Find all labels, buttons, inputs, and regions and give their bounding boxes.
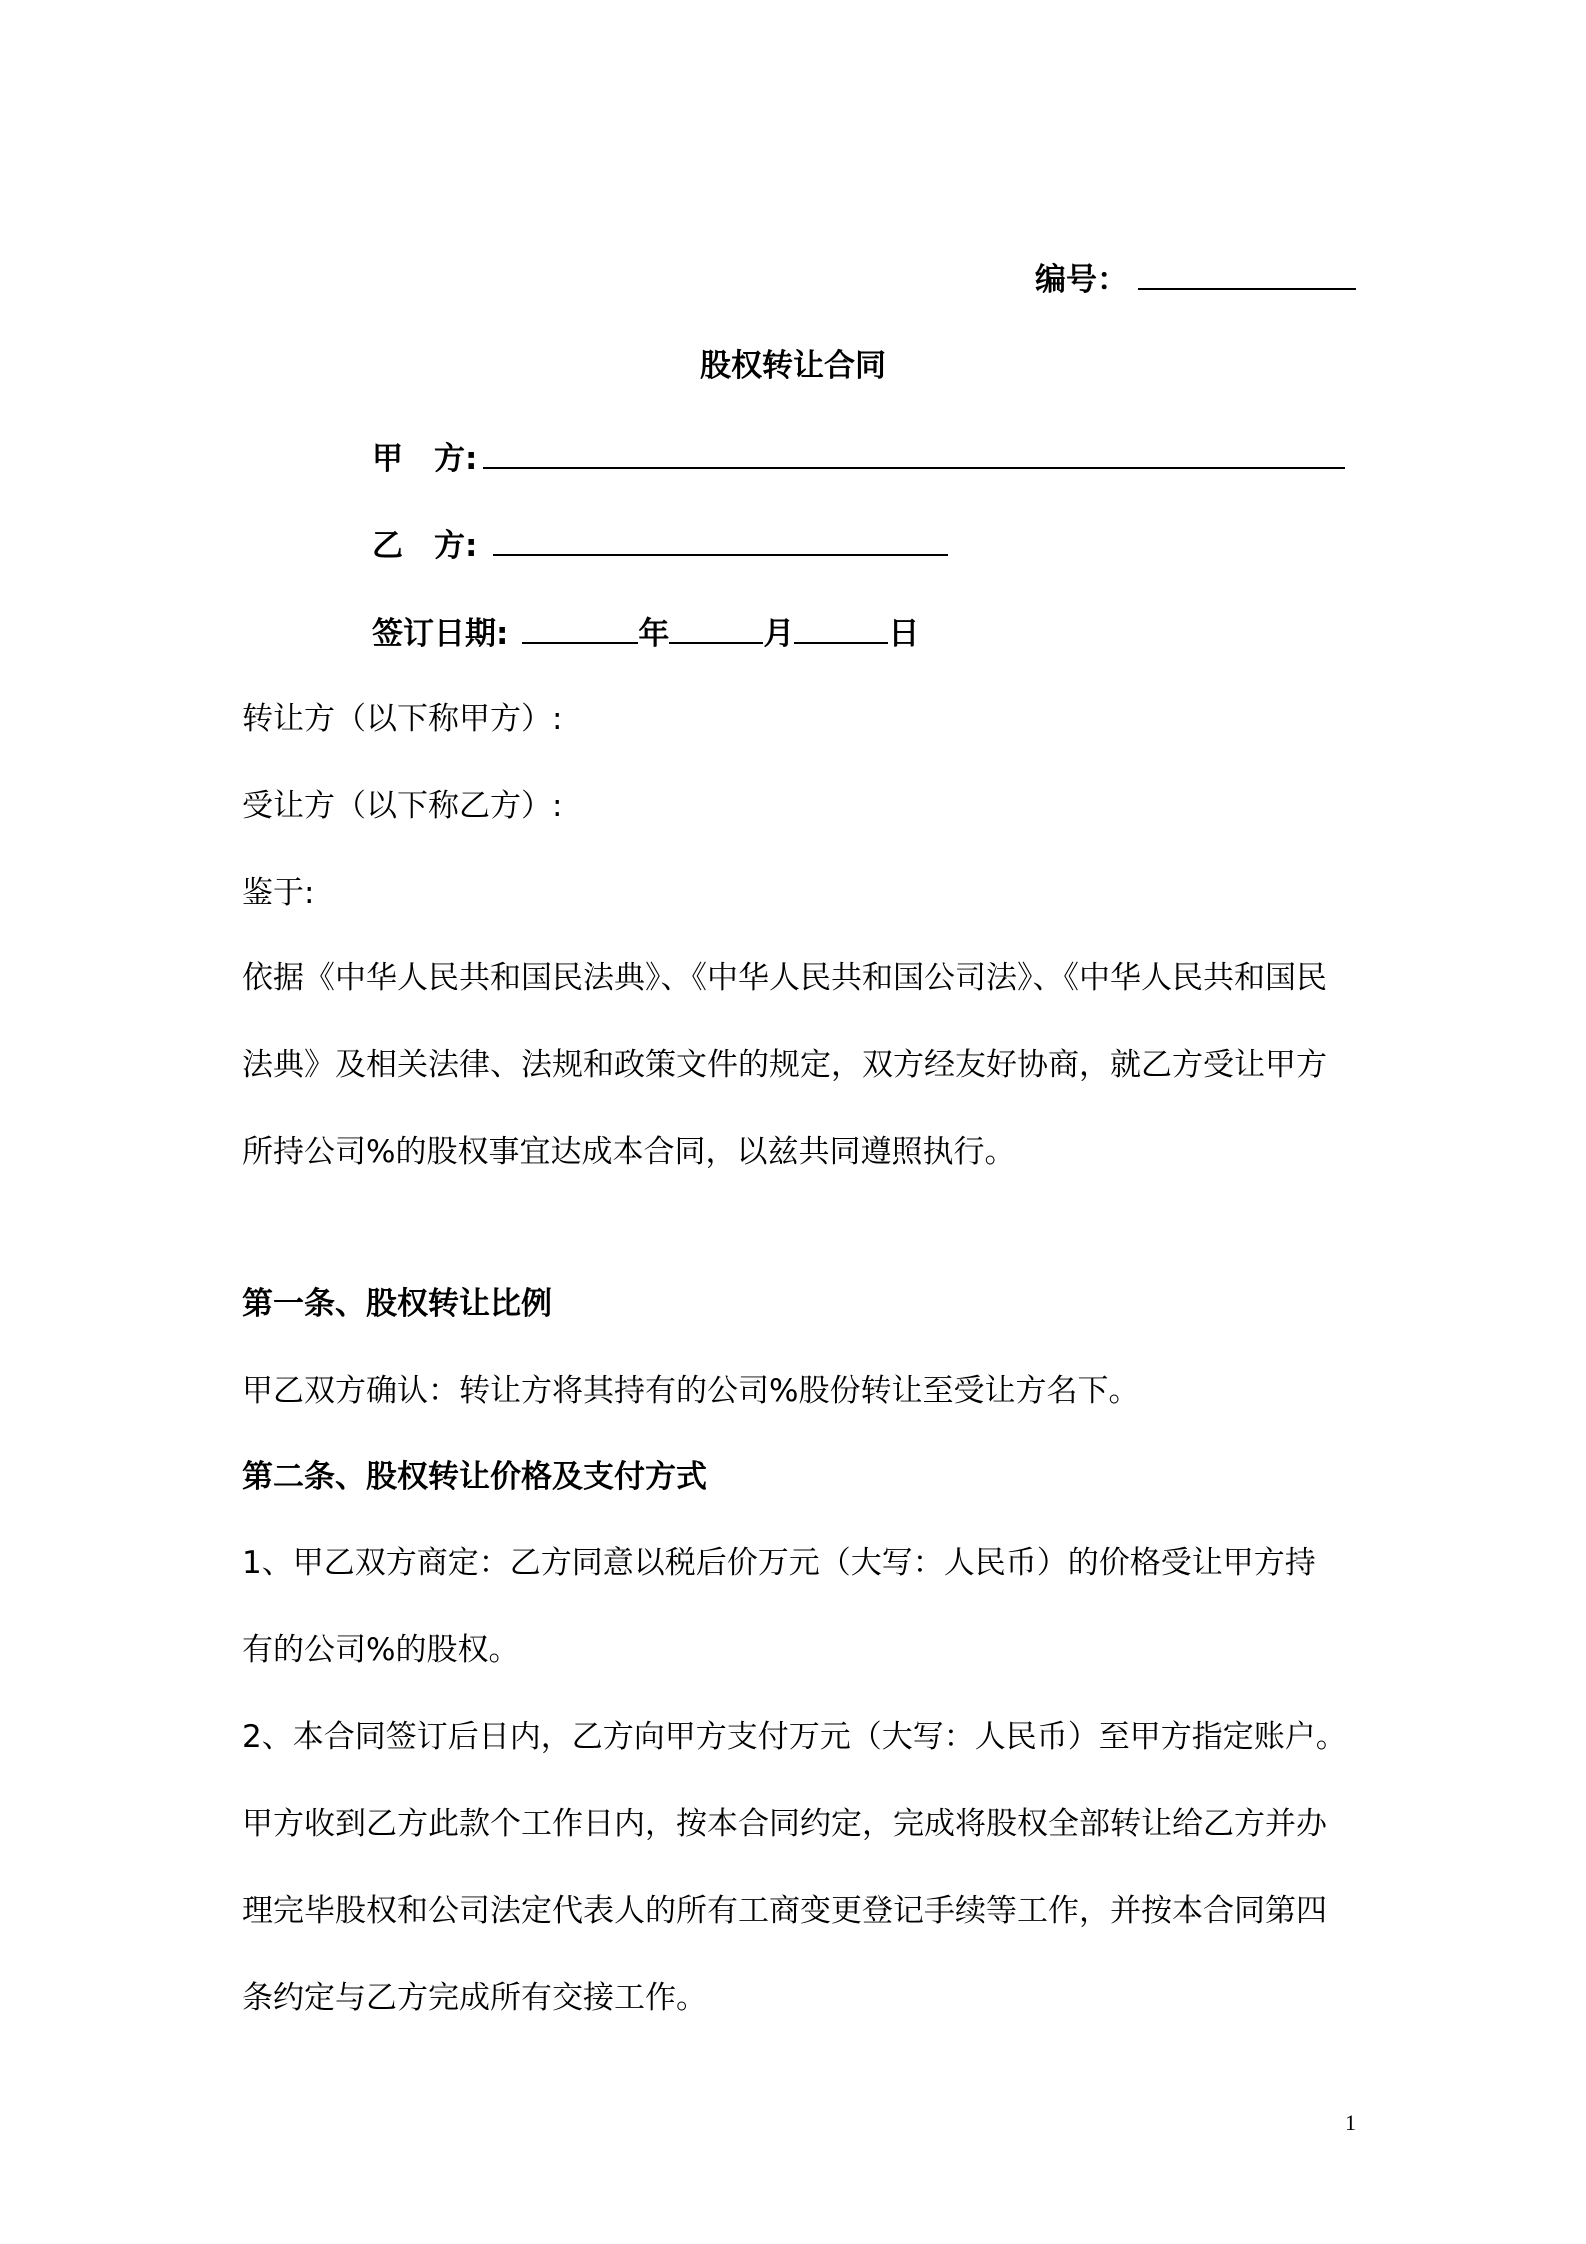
month-label: 月 xyxy=(763,616,795,652)
day-blank xyxy=(794,612,888,644)
party-b-field xyxy=(372,524,948,568)
whereas-line: 鉴于: xyxy=(242,875,315,911)
page-number: 1 xyxy=(1345,2110,1356,2135)
document-title: 股权转让合同 xyxy=(700,348,886,384)
party-a-blank xyxy=(483,437,1345,469)
party-a-field xyxy=(372,437,1345,481)
party-b-label: 乙 方: xyxy=(372,528,478,564)
day-label: 日 xyxy=(888,616,920,652)
article-2-line: 甲方收到乙方此款个工作日内，按本合同约定，完成将股权全部转让给乙方并办 xyxy=(242,1806,1327,1842)
party-a-label: 甲 方: xyxy=(372,441,478,477)
article-2-line: 有的公司%的股权。 xyxy=(242,1632,520,1668)
transferee-line: 受让方（以下称乙方）: xyxy=(242,788,563,824)
serial-number xyxy=(1035,258,1356,302)
sign-date-field xyxy=(372,612,919,656)
article-2-line: 1、甲乙双方商定：乙方同意以税后价万元（大写：人民币）的价格受让甲方持 xyxy=(242,1545,1316,1581)
article-2-line: 条约定与乙方完成所有交接工作。 xyxy=(242,1980,707,2016)
year-blank xyxy=(522,612,638,644)
article-2-heading: 第二条、股权转让价格及支付方式 xyxy=(242,1459,707,1495)
article-1-heading: 第一条、股权转让比例 xyxy=(242,1286,552,1322)
month-blank xyxy=(669,612,763,644)
year-label: 年 xyxy=(638,616,670,652)
serial-label: 编号： xyxy=(1035,262,1128,298)
preamble-line: 所持公司%的股权事宜达成本合同，以兹共同遵照执行。 xyxy=(242,1134,1016,1170)
preamble-line: 依据《中华人民共和国民法典》、《中华人民共和国公司法》、《中华人民共和国民 xyxy=(242,960,1327,996)
article-2-line: 2、本合同签订后日内，乙方向甲方支付万元（大写：人民币）至甲方指定账户。 xyxy=(242,1719,1347,1755)
sign-date-label: 签订日期: xyxy=(372,616,509,652)
serial-blank xyxy=(1138,258,1356,290)
article-1-text: 甲乙双方确认：转让方将其持有的公司%股份转让至受让方名下。 xyxy=(242,1373,1140,1409)
party-b-blank xyxy=(493,524,948,556)
preamble-line: 法典》及相关法律、法规和政策文件的规定，双方经友好协商，就乙方受让甲方 xyxy=(242,1047,1327,1083)
article-2-line: 理完毕股权和公司法定代表人的所有工商变更登记手续等工作，并按本合同第四 xyxy=(242,1893,1327,1929)
transferor-line: 转让方（以下称甲方）: xyxy=(242,701,563,737)
